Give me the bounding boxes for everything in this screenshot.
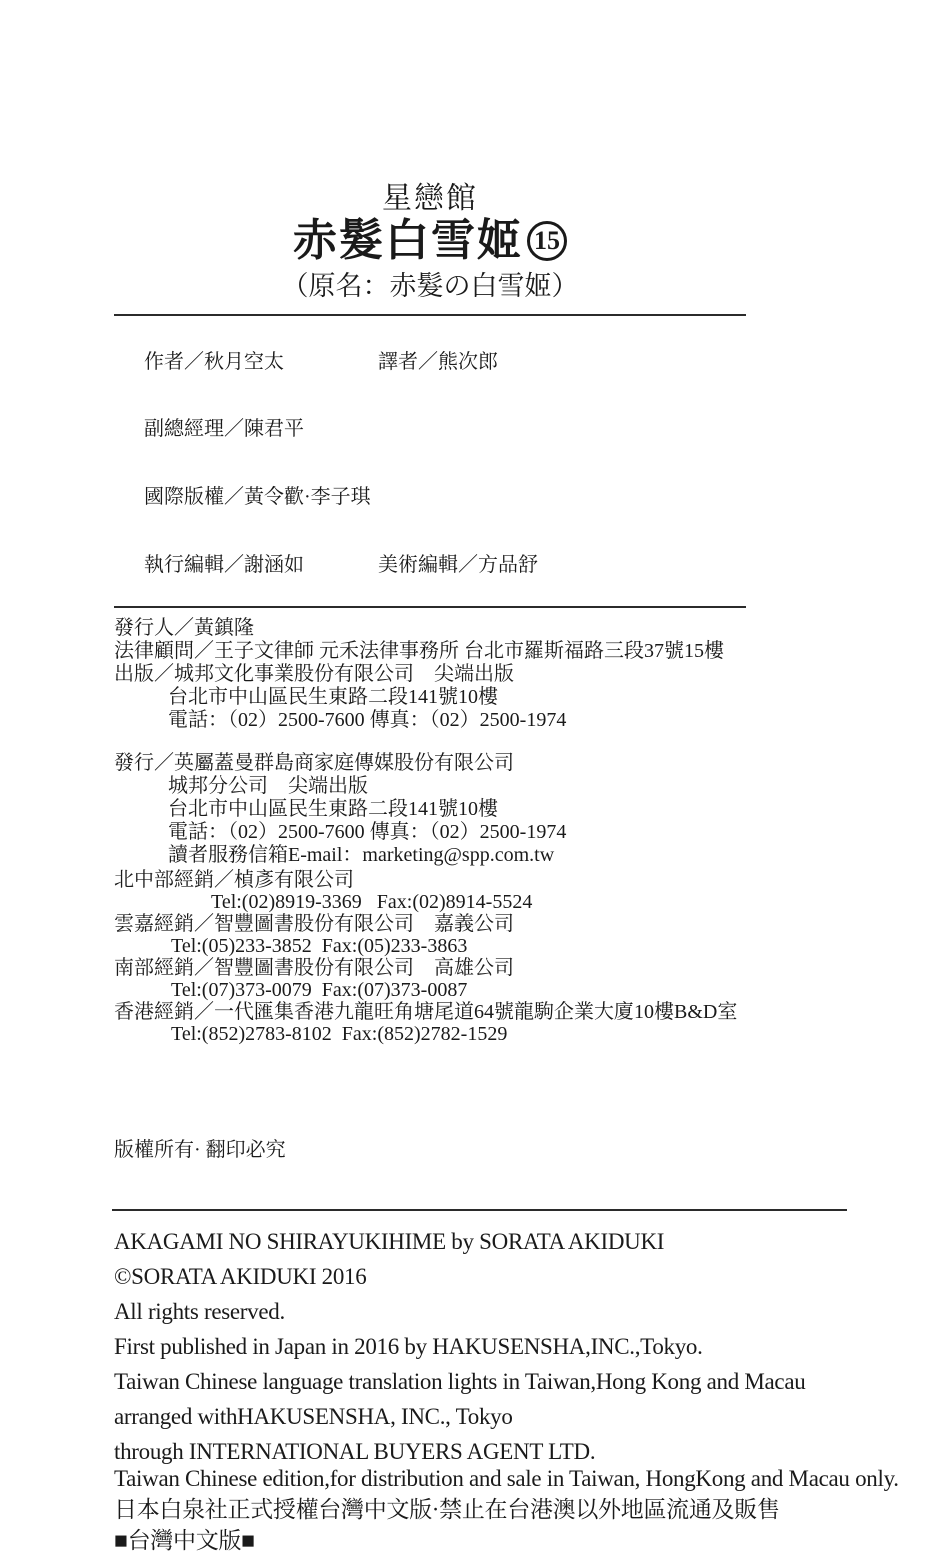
distributor-hongkong: 香港經銷／一代匯集香港九龍旺角塘尾道64號龍駒企業大廈10樓B&D室 bbox=[114, 1001, 738, 1024]
english-agent-line: through INTERNATIONAL BUYERS AGENT LTD. bbox=[114, 1439, 596, 1465]
reader-service-email-line: 讀者服務信箱E-mail：marketing@spp.com.tw bbox=[168, 844, 555, 867]
original-title: （原名：赤髮の白雪姬） bbox=[281, 271, 579, 301]
distributor-north-central-tel: Tel:(02)8919-3369 Fax:(02)8914-5524 bbox=[211, 891, 533, 914]
english-copyright-section bbox=[114, 1224, 946, 1469]
staff-row-deputy-gm bbox=[114, 396, 946, 464]
distributor-south-tel: Tel:(07)373-0079 Fax:(07)373-0087 bbox=[171, 979, 468, 1002]
distributors-section bbox=[114, 869, 946, 1045]
staff-row-intl-rights bbox=[114, 464, 946, 532]
edition-mark-line: ■台灣中文版■ bbox=[114, 1528, 255, 1554]
distributor-north-central: 北中部經銷／楨彥有限公司 bbox=[114, 869, 354, 892]
english-copyright-line: ©SORATA AKIDUKI 2016 bbox=[114, 1264, 367, 1290]
legal-advisor-line: 法律顧問／王子文律師 元禾法律事務所 台北市羅斯福路三段37號15樓 bbox=[114, 640, 724, 663]
distributor-hongkong-tel: Tel:(852)2783-8102 Fax:(852)2782-1529 bbox=[171, 1023, 508, 1046]
publisher-address-line: 台北市中山區民生東路二段141號10樓 bbox=[168, 686, 498, 709]
executive-editor-credit: 執行編輯／謝涵如 bbox=[144, 553, 304, 576]
publisher-phone-line: 電話：（02）2500-7600 傳真：（02）2500-1974 bbox=[168, 709, 567, 732]
book-title bbox=[114, 216, 746, 266]
issuer-line: 發行人／黃鎮隆 bbox=[114, 617, 254, 640]
staff-row-editors bbox=[114, 531, 946, 599]
distributor-yunjia-tel: Tel:(05)233-3852 Fax:(05)233-3863 bbox=[171, 935, 468, 958]
staff-credits bbox=[114, 328, 946, 599]
english-first-published-line: First published in Japan in 2016 by HAKUSENSHA,INC.,Tokyo. bbox=[114, 1334, 703, 1360]
publisher-section bbox=[114, 617, 946, 732]
issuing-section bbox=[114, 752, 946, 867]
art-editor-credit: 美術編輯／方品舒 bbox=[378, 553, 538, 576]
distributor-yunjia: 雲嘉經銷／智豐圖書股份有限公司 嘉義公司 bbox=[114, 913, 514, 936]
rights-reserved-notice: 版權所有· 翻印必究 bbox=[114, 1139, 286, 1162]
staff-row-author bbox=[114, 328, 946, 396]
publisher-line: 出版／城邦文化事業股份有限公司 尖端出版 bbox=[114, 663, 514, 686]
divider-top bbox=[114, 314, 746, 316]
author-credit: 作者／秋月空太 bbox=[144, 350, 284, 373]
distributor-south: 南部經銷／智豐圖書股份有限公司 高雄公司 bbox=[114, 957, 514, 980]
issuing-branch-line: 城邦分公司 尖端出版 bbox=[168, 775, 368, 798]
divider-staff bbox=[114, 606, 746, 608]
book-title-text: 赤髮白雪姬 bbox=[293, 216, 523, 265]
imprint-label: 星戀館 bbox=[382, 182, 478, 215]
english-rights-line: All rights reserved. bbox=[114, 1299, 285, 1325]
edition-chinese-line: 日本白泉社正式授權台灣中文版·禁止在台港澳以外地區流通及販售 bbox=[114, 1497, 780, 1523]
translator-credit: 譯者／熊次郎 bbox=[378, 350, 498, 373]
english-translation-rights-line: Taiwan Chinese language translation lights in Taiwan,Hong Kong and Macau bbox=[114, 1369, 806, 1395]
english-title-line: AKAGAMI NO SHIRAYUKIHIME by SORATA AKIDUKI bbox=[114, 1229, 665, 1255]
edition-english-line: Taiwan Chinese edition,for distribution and sale in Taiwan, HongKong and Macau only. bbox=[114, 1466, 899, 1492]
issuing-phone-line: 電話：（02）2500-7600 傳真：（02）2500-1974 bbox=[168, 821, 567, 844]
issuing-address-line: 台北市中山區民生東路二段141號10樓 bbox=[168, 798, 498, 821]
english-arranged-line: arranged withHAKUSENSHA, INC., Tokyo bbox=[114, 1404, 513, 1430]
deputy-gm-credit: 副總經理／陳君平 bbox=[144, 418, 304, 441]
divider-english bbox=[112, 1209, 847, 1211]
intl-rights-credit: 國際版權／黃令歡·李子琪 bbox=[144, 486, 371, 509]
title-block bbox=[114, 182, 746, 302]
edition-notice-section bbox=[114, 1463, 946, 1556]
issuing-company-line: 發行／英屬蓋曼群島商家庭傳媒股份有限公司 bbox=[114, 752, 514, 775]
volume-badge: 15 bbox=[527, 221, 567, 261]
